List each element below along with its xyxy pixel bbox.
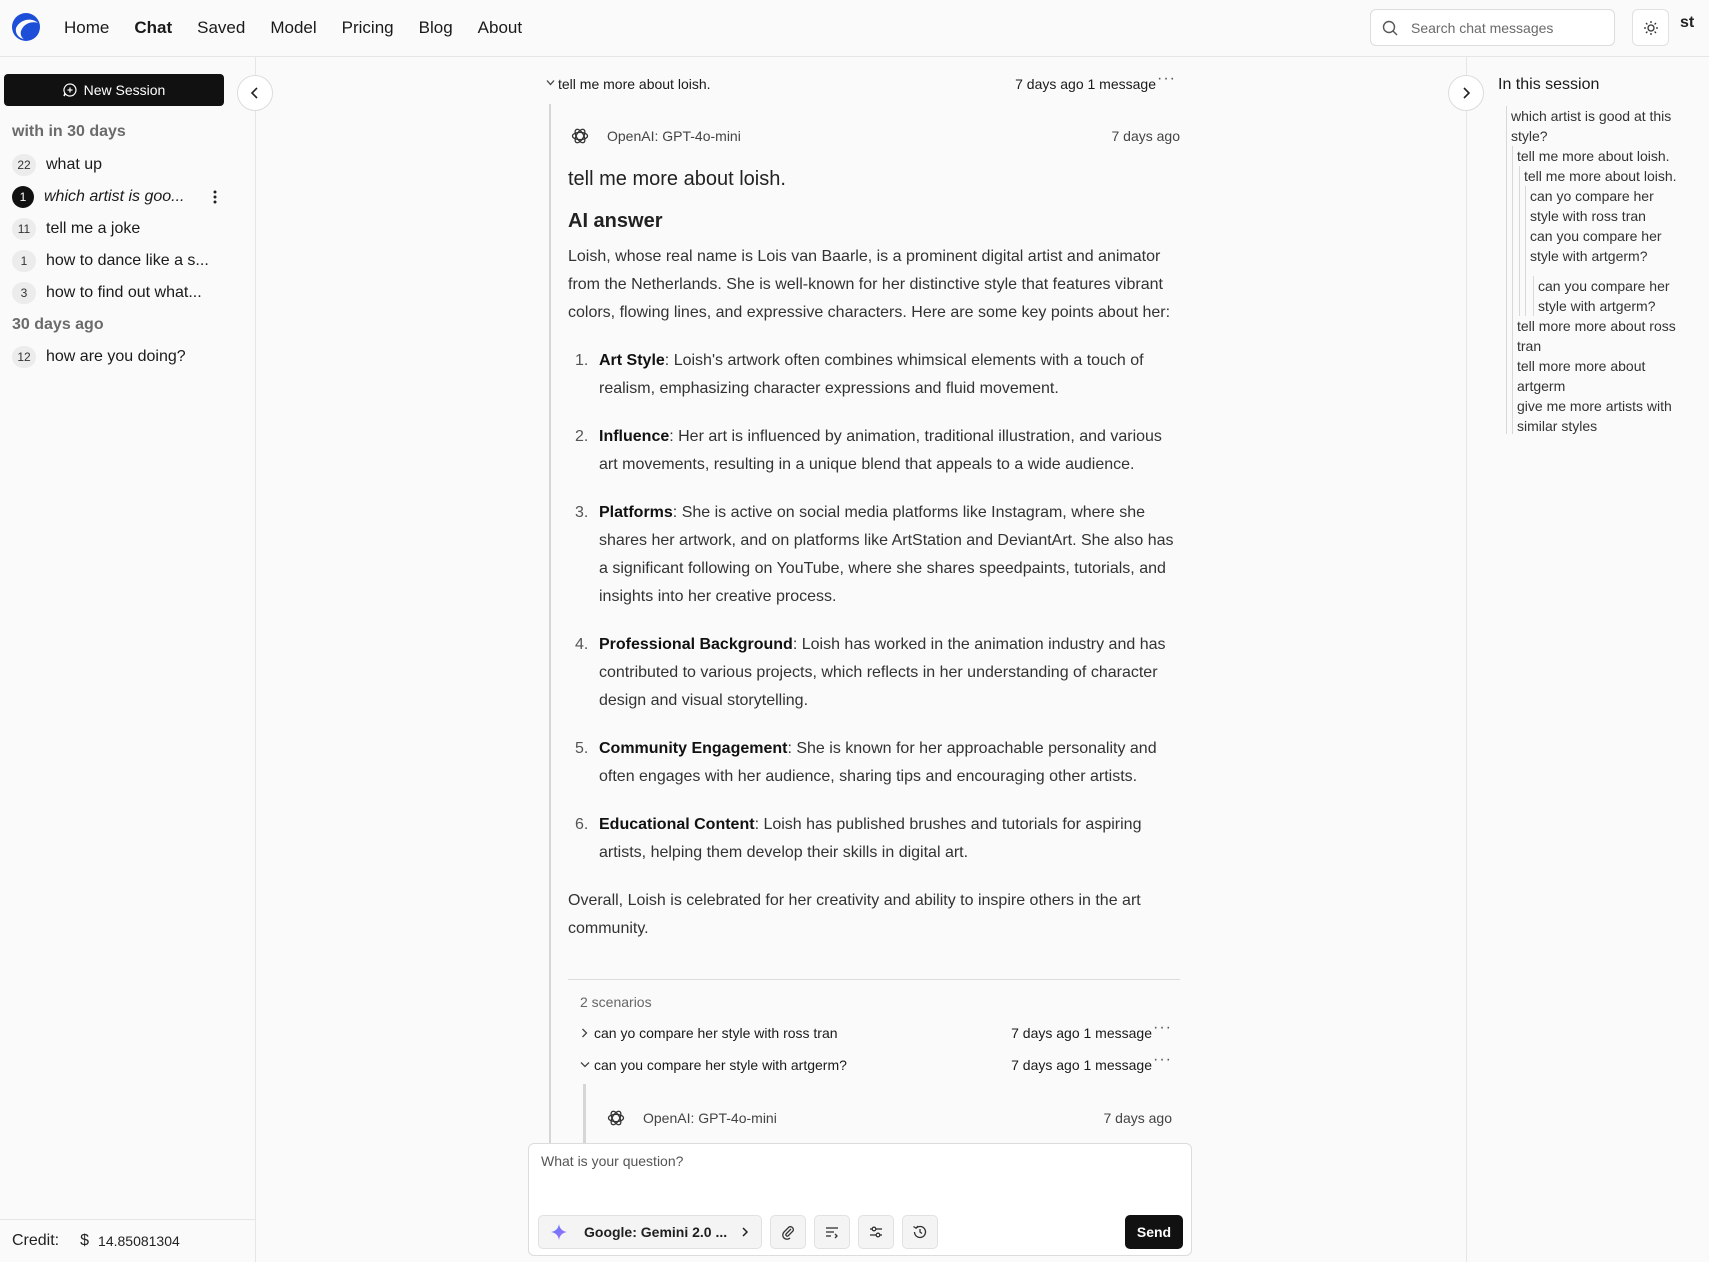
session-title: how are you doing? xyxy=(46,348,186,365)
thread-title: tell me more about loish. xyxy=(558,76,711,92)
chevron-left-icon xyxy=(250,87,260,99)
outline-item[interactable]: can yo compare her style with ross tran xyxy=(1530,188,1654,224)
scenario-title: can you compare her style with artgerm? xyxy=(594,1057,847,1073)
session-item[interactable] xyxy=(12,345,232,369)
user-avatar[interactable]: st xyxy=(1680,14,1695,31)
group-title-recent: with in 30 days xyxy=(12,123,126,140)
list-item: 3. Platforms: She is active on social media platforms like Instagram, where she shares her artwork, and on platforms like ArtStation and DeviantArt. She also has a significant following on YouTube, where she shares speedpaints, tutorials, and insights into her creative process. xyxy=(575,504,1174,605)
session-title: what up xyxy=(46,156,103,173)
sub-message-header xyxy=(604,1108,1172,1130)
message-count-badge: 12 xyxy=(12,346,36,368)
outline-item[interactable]: can you compare her style with artgerm? xyxy=(1530,228,1662,264)
new-session-label: New Session xyxy=(83,82,166,98)
thread-header[interactable] xyxy=(546,70,1176,96)
list-item: 1. Art Style: Loish's artwork often combines whimsical elements with a touch of realism, emphasizing character expressions and fluid movement. xyxy=(575,352,1144,397)
outline-item[interactable]: give me more artists with similar styles xyxy=(1517,398,1672,434)
scenario-meta: 7 days ago 1 message xyxy=(1011,1025,1152,1041)
answer-intro: Loish, whose real name is Lois van Baarle, is a prominent digital artist and animator from the Netherlands. She is well-known for her distinctive style that features vibrant colors, flowing lines, and expressive characters. Here are some key points about her: xyxy=(568,248,1171,321)
nav-pricing[interactable]: Pricing xyxy=(341,17,394,37)
sliders-icon xyxy=(868,1224,884,1240)
settings-button[interactable] xyxy=(858,1215,894,1249)
outline-item[interactable]: tell me more about loish. xyxy=(1517,148,1670,164)
collapse-outline-button[interactable] xyxy=(1448,75,1484,111)
message-count-badge: 1 xyxy=(12,186,34,208)
gemini-spark-icon xyxy=(551,1224,567,1240)
outline-item[interactable]: tell more more about ross tran xyxy=(1517,318,1676,354)
outline-item[interactable]: tell me more about loish. xyxy=(1524,168,1677,184)
outline-item[interactable]: tell more more about artgerm xyxy=(1517,358,1646,394)
nav-model[interactable]: Model xyxy=(270,17,317,37)
session-item[interactable] xyxy=(12,153,232,177)
nav-home[interactable]: Home xyxy=(64,17,110,37)
scenario-title: can yo compare her style with ross tran xyxy=(594,1025,838,1041)
model-selector-label: Google: Gemini 2.0 ... xyxy=(584,1224,728,1240)
credit-display xyxy=(0,1219,255,1262)
thread-meta: 7 days ago 1 message xyxy=(1015,76,1156,92)
message-time: 7 days ago xyxy=(1111,128,1180,144)
openai-logo-icon xyxy=(570,126,590,146)
scenario-meta: 7 days ago 1 message xyxy=(1011,1057,1152,1073)
model-name: OpenAI: GPT-4o-mini xyxy=(607,128,741,144)
message-count-badge: 22 xyxy=(12,154,36,176)
message-header xyxy=(568,126,1180,148)
session-item[interactable] xyxy=(12,281,232,305)
session-item[interactable] xyxy=(12,249,232,273)
chevron-down-icon[interactable] xyxy=(580,1060,590,1069)
ai-answer-heading: AI answer xyxy=(568,210,663,232)
credit-label: Credit: xyxy=(12,1232,60,1249)
more-options-icon[interactable] xyxy=(212,188,218,206)
chevron-right-icon xyxy=(1461,87,1471,99)
nav-saved[interactable]: Saved xyxy=(197,17,246,37)
session-title: how to dance like a s... xyxy=(46,252,209,269)
list-item: 5. Community Engagement: She is known for her approachable personality and often engages with her audience, sharing tips and encouraging other artists. xyxy=(575,740,1157,785)
history-button[interactable] xyxy=(902,1215,938,1249)
chat-plus-icon xyxy=(63,83,77,97)
chevron-down-icon[interactable] xyxy=(546,78,555,87)
format-button[interactable] xyxy=(814,1215,850,1249)
model-selector[interactable] xyxy=(538,1215,762,1249)
list-item: 2. Influence: Her art is influenced by animation, traditional illustration, and various art movements, resulting in a unique blend that appeals to a wide audience. xyxy=(575,428,1162,473)
outline-item[interactable]: can you compare her style with artgerm? xyxy=(1538,278,1670,314)
answer-outro: Overall, Loish is celebrated for her creativity and ability to inspire others in the art community. xyxy=(568,892,1141,937)
outline-level-4 xyxy=(1533,276,1683,316)
message-time: 7 days ago xyxy=(1103,1110,1172,1126)
openai-logo-icon xyxy=(606,1108,626,1128)
ai-answer-body xyxy=(568,243,1180,963)
list-filter-icon xyxy=(824,1224,840,1240)
message-composer xyxy=(528,1143,1192,1256)
scenario-row[interactable] xyxy=(580,1051,1180,1077)
user-question: tell me more about loish. xyxy=(568,168,786,190)
list-item: 6. Educational Content: Loish has published brushes and tutorials for aspiring artists, helping them develop their skills in digital art. xyxy=(575,816,1142,861)
thread-more-icon[interactable]: ··· xyxy=(1157,70,1176,87)
question-input[interactable] xyxy=(541,1153,1171,1203)
list-item: 4. Professional Background: Loish has worked in the animation industry and has contributed to various projects, which reflects in her understanding of character design and visual storytelling. xyxy=(575,636,1166,709)
top-header xyxy=(0,0,1709,57)
message-count-badge: 1 xyxy=(12,250,36,272)
thread-line xyxy=(549,104,551,1148)
scenario-row[interactable] xyxy=(580,1019,1180,1045)
divider xyxy=(568,979,1180,980)
session-item-active[interactable] xyxy=(12,185,232,209)
session-sidebar xyxy=(0,57,256,1262)
search-icon xyxy=(1382,20,1398,36)
outline-level-1-rest xyxy=(1512,316,1682,436)
session-title: tell me a joke xyxy=(46,220,141,237)
sub-thread-line xyxy=(583,1084,586,1144)
dollar-icon: $ xyxy=(80,1232,90,1249)
history-icon xyxy=(912,1224,928,1240)
group-title-older: 30 days ago xyxy=(12,316,104,333)
session-item[interactable] xyxy=(12,217,232,241)
attach-button[interactable] xyxy=(770,1215,806,1249)
outline-item[interactable]: which artist is good at this style? xyxy=(1511,108,1672,144)
sun-icon xyxy=(1643,20,1659,36)
answer-points-list xyxy=(568,347,1180,867)
scenario-more-icon[interactable]: ··· xyxy=(1153,1051,1172,1068)
collapse-sidebar-button[interactable] xyxy=(237,75,273,111)
theme-toggle-button[interactable] xyxy=(1632,9,1669,46)
scenarios-count: 2 scenarios xyxy=(580,994,652,1010)
credit-amount: 14.85081304 xyxy=(98,1233,180,1249)
new-session-button[interactable] xyxy=(4,74,224,106)
search-box[interactable] xyxy=(1370,9,1615,46)
chevron-right-icon[interactable] xyxy=(580,1028,589,1038)
session-title: which artist is goo... xyxy=(44,188,185,205)
app-logo-icon[interactable] xyxy=(10,11,42,43)
main-nav xyxy=(64,0,547,55)
nav-blog[interactable]: Blog xyxy=(418,17,453,37)
search-input[interactable] xyxy=(1411,20,1601,36)
message-count-badge: 3 xyxy=(12,282,36,304)
model-name: OpenAI: GPT-4o-mini xyxy=(643,1110,777,1126)
session-title: how to find out what... xyxy=(46,284,202,301)
nav-chat[interactable]: Chat xyxy=(134,17,173,37)
message-count-badge: 11 xyxy=(12,218,36,240)
scenario-more-icon[interactable]: ··· xyxy=(1153,1019,1172,1036)
nav-about[interactable]: About xyxy=(477,17,523,37)
outline-title: In this session xyxy=(1498,76,1600,93)
send-button[interactable]: Send xyxy=(1125,1215,1183,1249)
paperclip-icon xyxy=(780,1224,796,1240)
chevron-right-icon xyxy=(741,1225,749,1239)
